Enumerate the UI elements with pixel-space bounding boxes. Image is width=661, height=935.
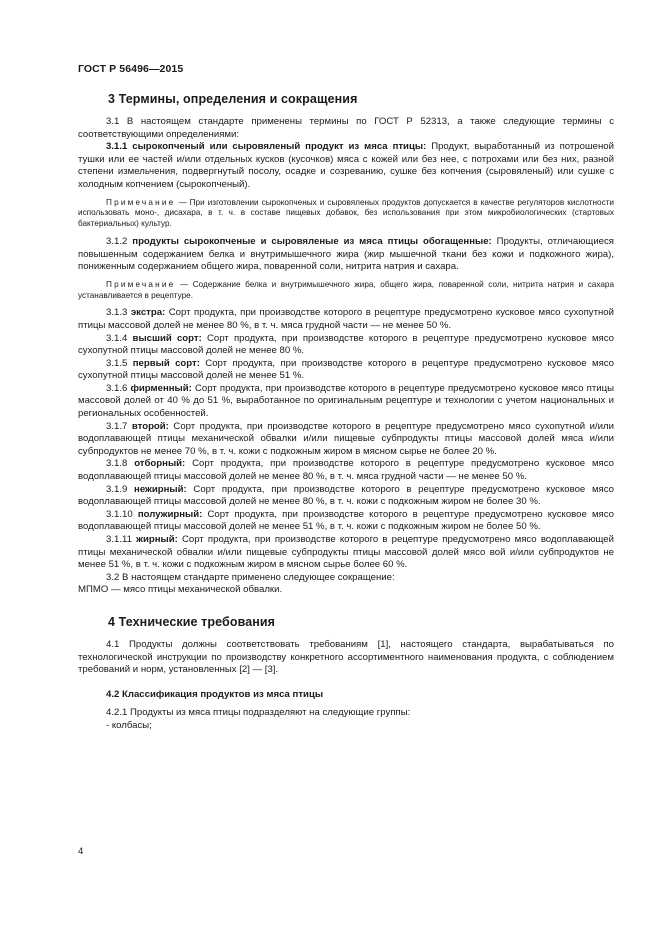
list-item-sausages: - колбасы; (106, 719, 152, 731)
note-1 (78, 198, 614, 230)
paragraph-3-2: 3.2 В настоящем стандарте применено следующее сокращение: (106, 571, 395, 583)
term-3-1-6: 3.1.6 фирменный: Сорт продукта, при производстве которого в рецептуре предусмотрено кусковое мясо птицы массовой долей от 40 % до 51 %, выработанное по оригинальным рецептуре и технологии с учетом национальных и региональных особенностей. (78, 382, 614, 420)
term-3-1-1-definition: Продукт, выработанный из потрошеной тушки или ее частей и/или отдельных кусков (кусочков) мяса с кожей или без нее, с потрохами или без них, разной степени измельчения, подвергнутый посолу, осадке и созреванию, сушке без копчения (сыровяленый) или сушке с холодным копчением (сырокопченый). (78, 141, 614, 190)
page-content (78, 92, 614, 733)
term-3-1-9: 3.1.9 нежирный: Сорт продукта, при производстве которого в рецептуре предусмотрено кусковое мясо водоплавающей птицы массовой долей не менее 80 %, в т. ч. кожи с подкожным жиром не более 30 %. (78, 483, 614, 508)
page-header-standard: ГОСТ Р 56496—2015 (78, 63, 184, 75)
term-3-1-1-label: 3.1.1 сырокопченый или сыровяленый продукт из мяса птицы: (106, 141, 427, 153)
subsection-4-2-title: 4.2 Классификация продуктов из мяса птицы (106, 688, 324, 700)
note-2-label: Примечание (106, 279, 176, 289)
term-3-1-8: 3.1.8 отборный: Сорт продукта, при производстве которого в рецептуре предусмотрено кусковое мясо водоплавающей птицы массовой долей не менее 80 %, в т. ч. мяса грудной части — не менее 50 %. (78, 458, 614, 483)
note-2 (78, 280, 614, 302)
term-3-1-2: 3.1.2 продукты сырокопченые и сыровяленые из мяса птицы обогащенные: Продукты, отличающиеся повышенным содержанием белка и внутримышечного жира (жир мышечной ткани без кожи и подкожного жира), пониженным содержанием общего жира, поваренной соли, нитрита натрия и сахара. (78, 235, 614, 273)
term-3-1-7: 3.1.7 второй: Сорт продукта, при производстве которого в рецептуре предусмотрено мясо сухопутной и/или водоплавающей птицы механической обвалки и/или пищевые субпродукты птицы массовой долей мяса и/или субпродуктов не менее 70 %, в т. ч. кожи с подкожным жиром в мясном сырье не более 20 %. (78, 420, 614, 457)
term-3-1-5: 3.1.5 первый сорт: Сорт продукта, при производстве которого в рецептуре предусмотрено кусковое мясо сухопутной птицы массовой долей не менее 51 %. (78, 357, 615, 382)
page-number: 4 (78, 846, 84, 857)
abbreviation-mpmo: МПМО — мясо птицы механической обвалки. (78, 584, 283, 596)
term-3-1-11: 3.1.11 жирный: Сорт продукта, при производстве которого в рецептуре предусмотрено мясо водоплавающей птицы механической обвалки и/или пищевые субпродукты птицы массовой долей мясо вой и/или субпродуктов не менее 51 %, в т. ч. кожи с подкожным жиром в мясном сырье более 60 %. (78, 534, 614, 571)
paragraph-3-1: 3.1 В настоящем стандарте применены термины по ГОСТ Р 52313, а также следующие термины с соответствующими определениями: (78, 116, 614, 140)
term-3-1-1 (78, 141, 614, 191)
note-2-text: — Содержание белка и внутримышечного жира, общего жира, поваренной соли, нитрита натрия и сахара устанавливается в рецептуре. (78, 279, 614, 300)
section-4-title: 4 Технические требования (108, 614, 276, 629)
section-3-title: 3 Термины, определения и сокращения (108, 92, 358, 106)
note-1-text: — При изготовлении сырокопченых и сыровяленых продуктов допускается в качестве регуляторов кислотности использовать моно-, дисахара, в т. ч. в составе пищевых добавок, без использования при этом микробиологических (стартовых бактериальных) культур. (78, 197, 614, 229)
term-3-1-2-label: продукты сырокопченые и сыровяленые из мяса птицы обогащенные: (132, 235, 492, 247)
paragraph-4-2-1: 4.2.1 Продукты из мяса птицы подразделяют на следующие группы: (106, 707, 411, 719)
note-1-label: Примечание (106, 197, 176, 207)
paragraph-4-1: 4.1 Продукты должны соответствовать требованиям [1], настоящего стандарта, вырабатываться по технологической инструкции по производству конкретного ассортиментного наименования продукта, с соблюдением требований и норм, установленных [2] — [3]. (78, 638, 614, 676)
term-3-1-4: 3.1.4 высший сорт: Сорт продукта, при производстве которого в рецептуре предусмотрено кусковое мясо сухопутной птицы массовой долей не менее 80 %. (78, 332, 614, 357)
term-3-1-3: 3.1.3 экстра: Сорт продукта, при производстве которого в рецептуре предусмотрено кусковое мясо сухопутной птицы массовой долей не менее 80 %, в т. ч. мяса грудной части — не менее 50 %. (78, 307, 614, 331)
term-3-1-10: 3.1.10 полужирный: Сорт продукта, при производстве которого в рецептуре предусмотрено кусковое мясо водоплавающей птицы массовой долей не менее 51 %, в т. ч. кожи с подкожным жиром не более 50 %. (78, 508, 614, 533)
term-3-1-2-definition: Продукты, отличающиеся повышенным содержанием белка и внутримышечного жира (жир мышечной ткани без кожи и подкожного жира), пониженным содержанием общего жира, поваренной соли, нитрита натрия и сахара. (78, 235, 614, 273)
